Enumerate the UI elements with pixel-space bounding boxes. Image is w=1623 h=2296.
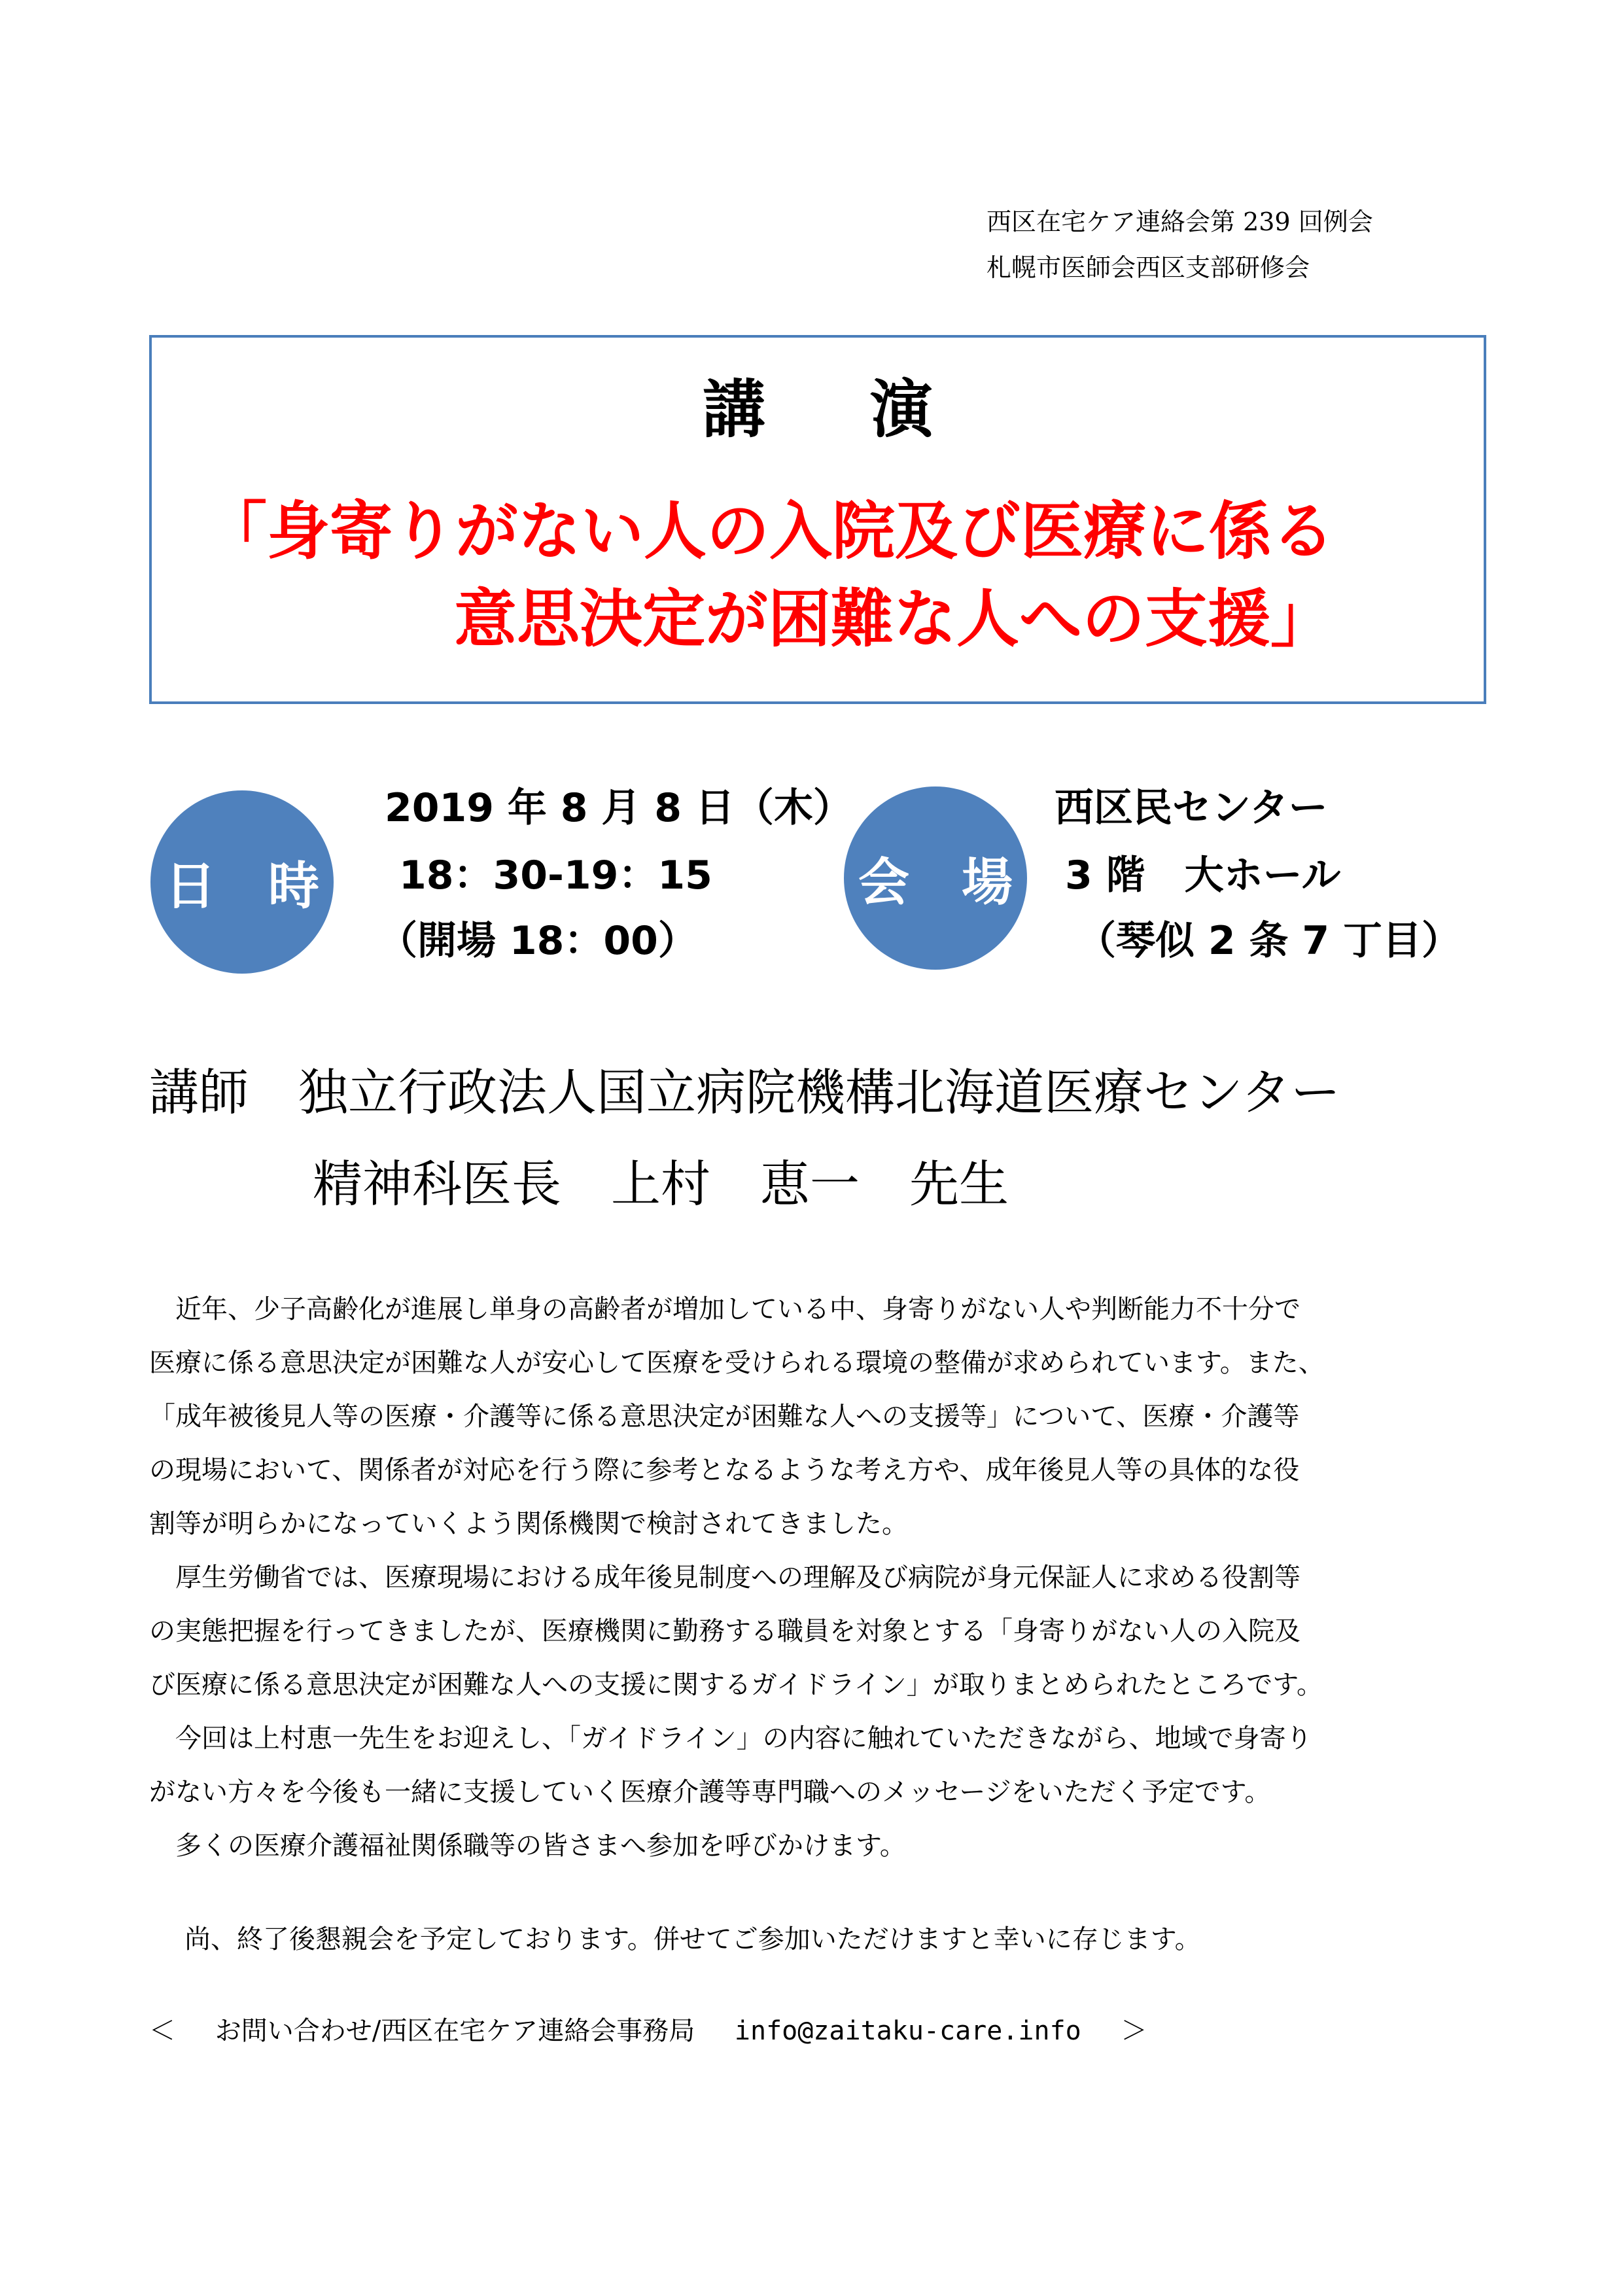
datetime-badge-label: 日時 (165, 857, 372, 916)
body-line: 多くの医療介護福祉関係職等の皆さまへ参加を呼びかけます。 (149, 1831, 906, 1861)
event-time: 18：30-19：15 (399, 853, 712, 898)
event-date: 2019 年 8 月 8 日（木） (385, 785, 852, 831)
contact-email[interactable]: info@zaitaku-care.info (734, 2016, 1081, 2046)
contact-line (149, 2018, 1178, 2044)
org-line-1: 西区在宅ケア連絡会第 239 回例会 (986, 207, 1373, 236)
doors-open-time: （開場 18：00） (378, 918, 697, 964)
venue-name: 西区民センター (1055, 785, 1328, 831)
lecture-title-line-2: 意思決定が困難な人への支援」 (454, 582, 1333, 656)
org-line-2: 札幌市医師会西区支部研修会 (986, 253, 1310, 282)
reception-note: 尚、終了後懇親会を予定しております。併せてご参加いただけますと幸いに存じます。 (184, 1924, 1201, 1954)
venue-address: （琴似 2 条 7 丁目） (1077, 918, 1461, 964)
body-line: 医療に係る意思決定が困難な人が安心して医療を受けられる環境の整備が求められています。また、 (149, 1348, 1325, 1378)
body-line: 厚生労働省では、医療現場における成年後見制度への理解及び病院が身元保証人に求める役割等 (149, 1563, 1300, 1593)
venue-badge-label: 会場 (858, 853, 1066, 912)
contact-close-bracket: ＞ (1121, 2016, 1147, 2046)
lecture-heading: 講演 (703, 373, 1038, 446)
body-line: 「成年被後見人等の医療・介護等に係る意思決定が困難な人への支援等」について、医療・介護等 (149, 1402, 1300, 1432)
body-line: がない方々を今後も一緒に支援していく医療介護等専門職へのメッセージをいただく予定です。 (149, 1777, 1271, 1807)
lecture-title-line-1: 「身寄りがない人の入院及び医療に係る (204, 495, 1335, 568)
venue-room: 3 階 大ホール (1065, 853, 1341, 898)
contact-open-bracket: ＜ (149, 2016, 175, 2046)
datetime-badge (150, 790, 372, 974)
body-line: 今回は上村恵一先生をお迎えし、「ガイドライン」の内容に触れていただきながら、地域で身寄り (149, 1723, 1312, 1754)
body-line: の実態把握を行ってきましたが、医療機関に勤務する職員を対象とする「身寄りがない人の入院及 (149, 1616, 1300, 1646)
body-line: の現場において、関係者が対応を行う際に参考となるような考え方や、成年後見人等の具体的な役 (149, 1455, 1300, 1485)
lecturer-affiliation: 講師 独立行政法人国立病院機構北海道医療センター (149, 1063, 1340, 1122)
contact-label: お問い合わせ/西区在宅ケア連絡会事務局 (215, 2016, 695, 2046)
lecturer-name: 精神科医長 上村 恵一 先生 (313, 1155, 1009, 1213)
body-line: 割等が明らかになっていくよう関係機関で検討されてきました。 (149, 1509, 908, 1539)
body-line: び医療に係る意思決定が困難な人への支援に関するガイドライン」が取りまとめられたところです。 (149, 1670, 1323, 1700)
body-line: 近年、少子高齢化が進展し単身の高齢者が増加している中、身寄りがない人や判断能力不十分で (149, 1294, 1300, 1324)
title-box (149, 335, 1486, 704)
body-text (149, 1282, 1490, 1873)
venue-badge (844, 786, 1066, 970)
